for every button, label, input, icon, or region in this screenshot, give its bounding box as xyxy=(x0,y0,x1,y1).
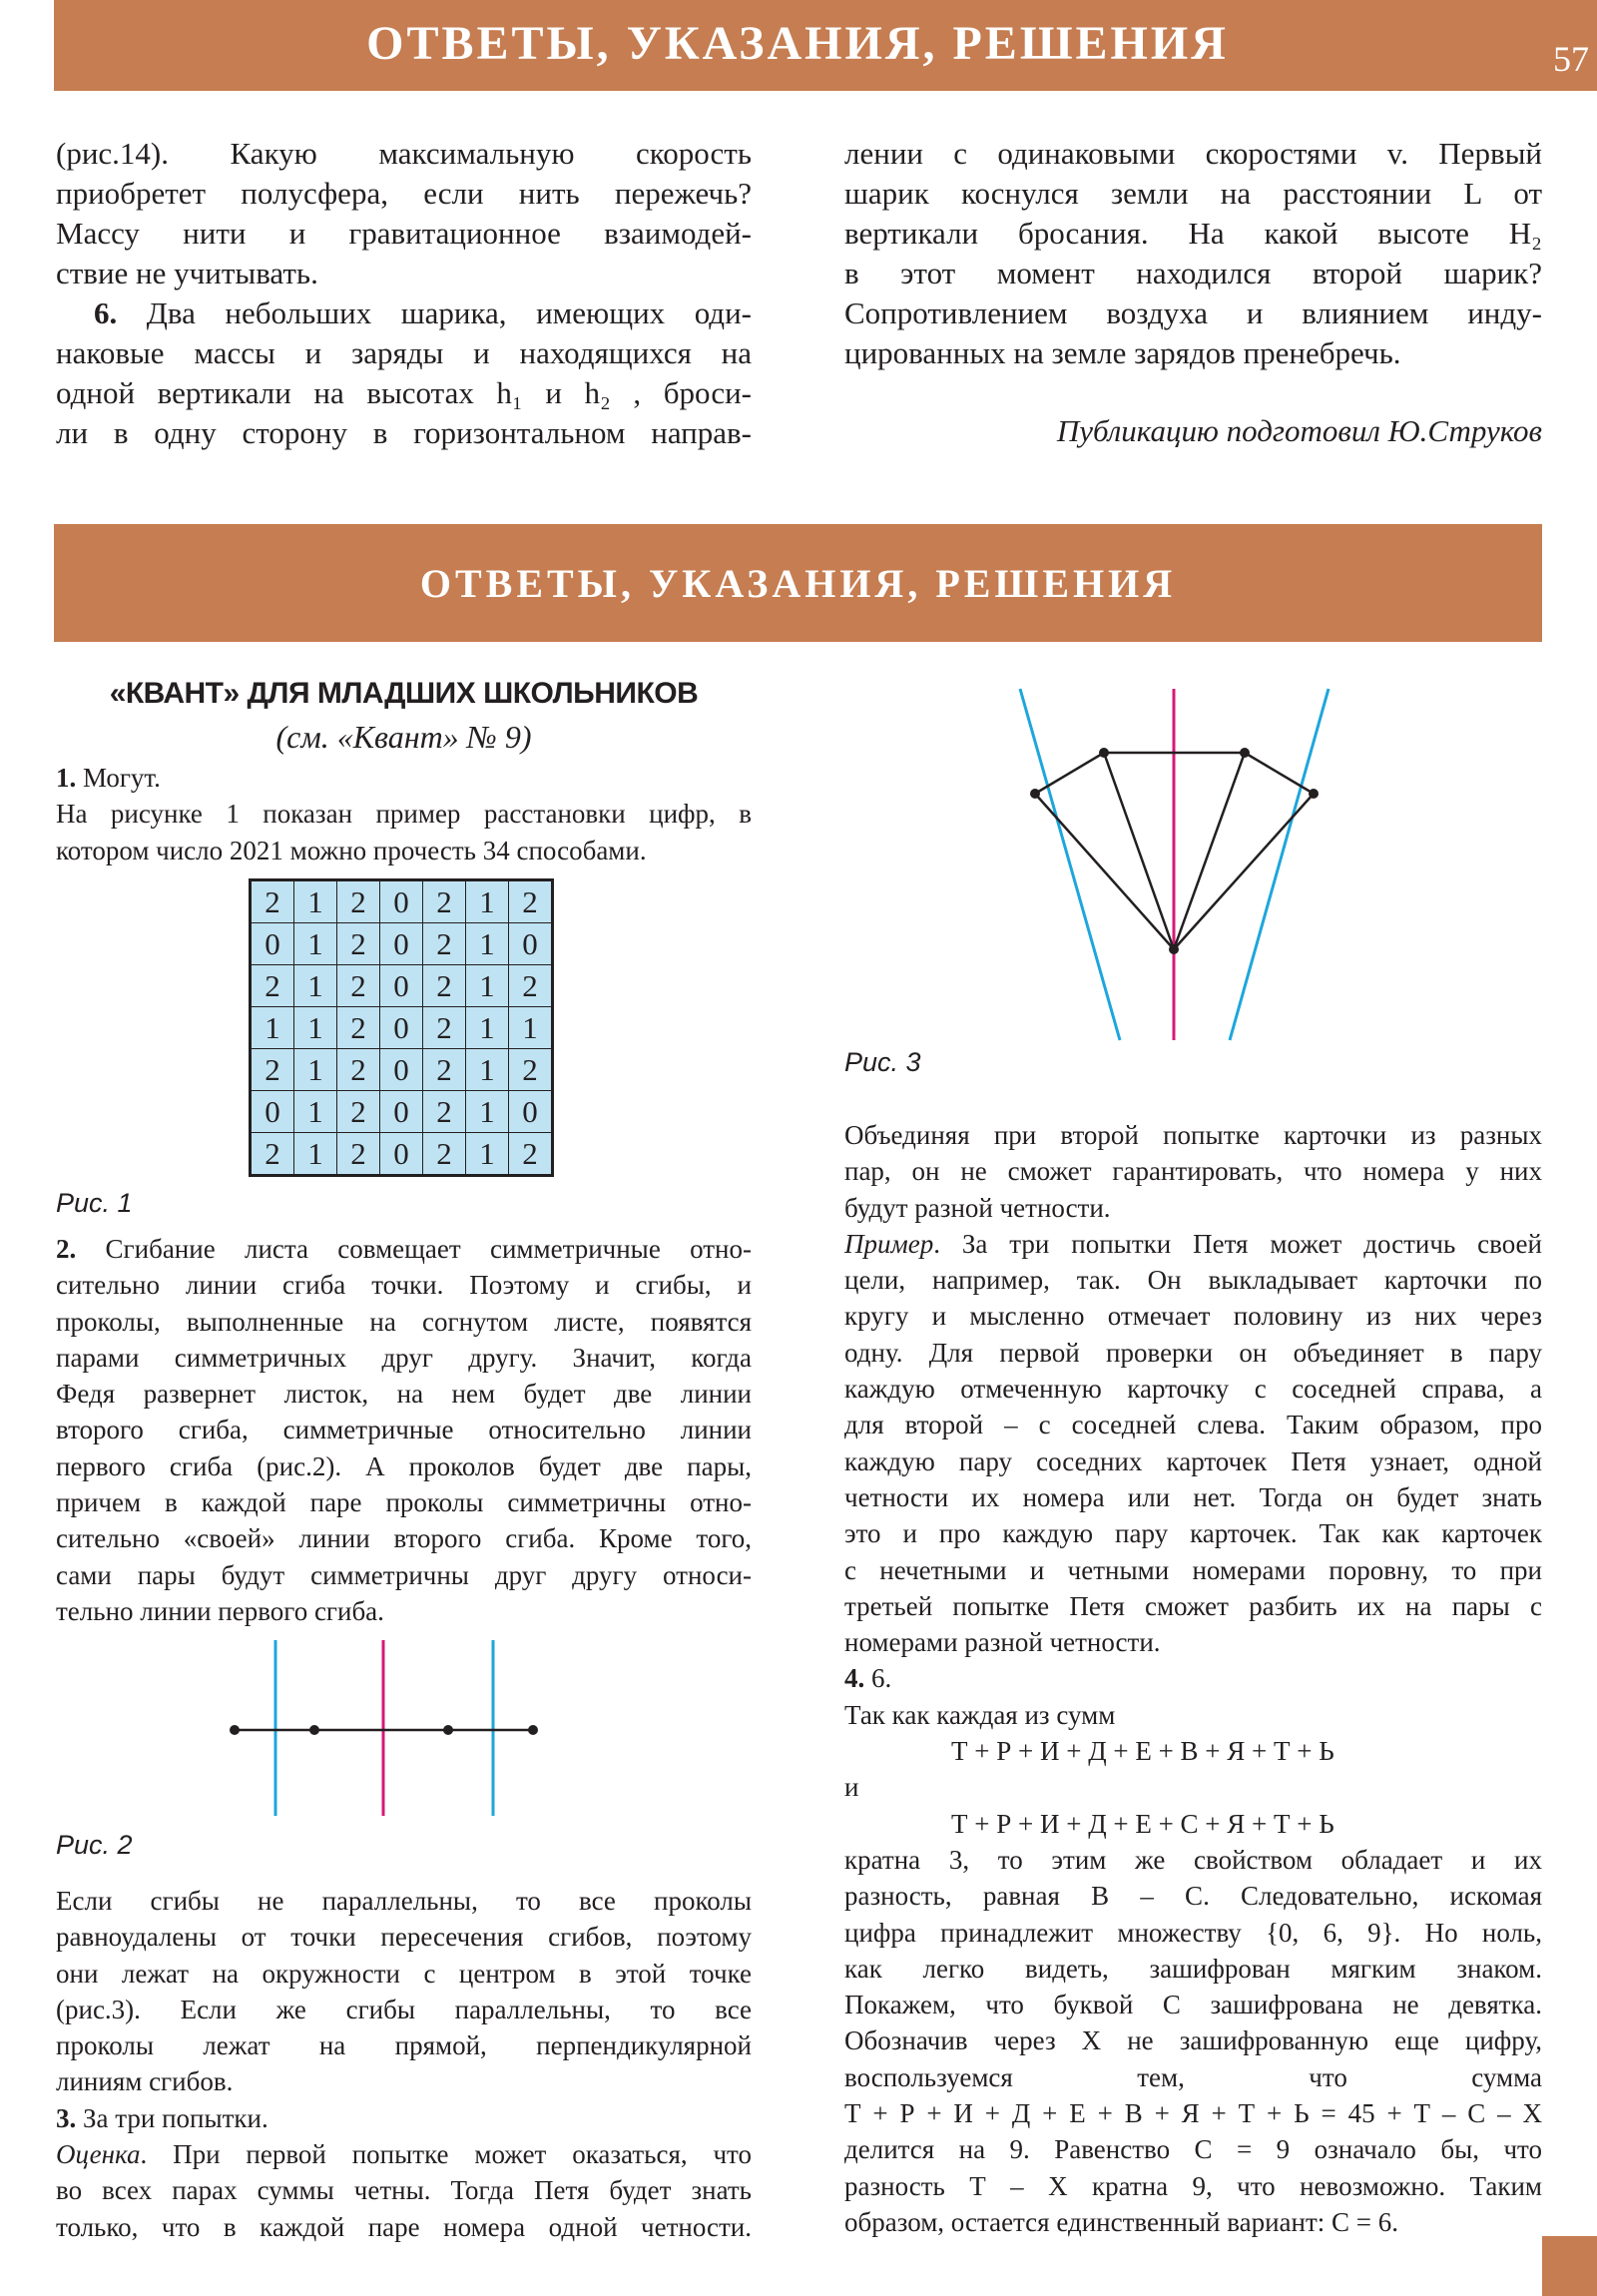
grid-cell: 2 xyxy=(337,1007,380,1049)
text-line xyxy=(844,1117,1542,1153)
text-line xyxy=(844,1733,1542,1769)
grid-cell: 2 xyxy=(337,965,380,1007)
line-text: второго сгиба, симметричные относительно линии xyxy=(56,1415,752,1445)
text-line xyxy=(844,1987,1542,2022)
text-line xyxy=(56,1883,752,1919)
puncture-dot xyxy=(230,1725,240,1735)
grid-cell: 1 xyxy=(466,880,509,923)
line-text: Сопротивлением воздуха и влиянием инду- xyxy=(844,295,1542,330)
grid-cell: 1 xyxy=(294,1049,337,1091)
line-text: Могут. xyxy=(76,763,161,793)
line-text: делится на 9. Равенство С = 9 означало бы, что xyxy=(844,2134,1542,2165)
puncture-dot xyxy=(443,1725,453,1735)
figure-2-caption: Рис. 2 xyxy=(56,1830,133,1860)
line-text: первого сгиба (рис.2). А проколов будет две пары, xyxy=(56,1450,752,1481)
grid-cell: 2 xyxy=(337,1133,380,1176)
line-text: цели, например, так. Он выкладывает карточки по xyxy=(844,1265,1542,1296)
grid-cell: 0 xyxy=(380,923,423,965)
text-line xyxy=(844,2168,1542,2204)
text-line xyxy=(56,1992,752,2027)
line-text: разность Т – Х кратна 9, что невозможно. Таким xyxy=(844,2170,1542,2201)
grid-cell: 2 xyxy=(251,1133,294,1176)
grid-cell: 1 xyxy=(294,965,337,1007)
text-line xyxy=(56,1919,752,1955)
center-dot xyxy=(1169,944,1179,954)
radius-line xyxy=(1174,794,1314,949)
text-line xyxy=(844,2095,1542,2131)
line-text: сами пары будут симметричны друг другу относи- xyxy=(56,1559,752,1590)
line-text: . За три попытки Петя может достичь своей xyxy=(933,1228,1542,1259)
emphasis-label: Оценка xyxy=(56,2139,141,2170)
text-line xyxy=(56,2209,752,2245)
grid-cell: 2 xyxy=(423,880,466,923)
radius-line xyxy=(1174,753,1245,949)
text-line xyxy=(844,1769,1542,1805)
figure-3-caption: Рис. 3 xyxy=(844,1047,921,1077)
line-text: образом, остается единственный вариант: С = 6. xyxy=(844,2206,1398,2237)
text-line xyxy=(844,1697,1542,1733)
line-text: кратна 3, то этим же свойством обладает и их xyxy=(844,1844,1542,1875)
text-line xyxy=(844,1842,1542,1878)
line-text: и xyxy=(844,1772,859,1803)
line-text: Сгибание листа совмещает симметричные отно- xyxy=(76,1234,752,1264)
text-line xyxy=(844,1407,1542,1442)
corner-tab xyxy=(1542,2236,1597,2296)
radius-line xyxy=(1104,753,1174,949)
figure-3 xyxy=(1020,689,1329,1040)
line-text: с нечетными и четными номерами поровну, то при xyxy=(844,1554,1542,1585)
line-text: Массу нити и гравитационное взаимодей- xyxy=(56,216,752,251)
grid-cell: 1 xyxy=(466,923,509,965)
line-text: парами симметричных друг другу. Значит, когда xyxy=(56,1342,752,1373)
puncture-dot xyxy=(309,1725,319,1735)
grid-cell: 0 xyxy=(380,965,423,1007)
answer-2-cont-and-3 xyxy=(56,1883,752,2245)
item-number: 1. xyxy=(56,763,77,793)
line-text: котором число 2021 можно прочесть 34 способами. xyxy=(56,835,647,865)
text-line xyxy=(844,1515,1542,1551)
grid-cell: 0 xyxy=(380,1049,423,1091)
running-title: ОТВЕТЫ, УКАЗАНИЯ, РЕШЕНИЯ xyxy=(366,17,1229,70)
line-text: ли в одну сторону в горизонтальном направ- xyxy=(56,415,752,450)
figure-1-caption: Рис. 1 xyxy=(56,1188,133,1218)
grid-cell: 2 xyxy=(251,880,294,923)
line-text: приобретет полусфера, если нить пережечь? xyxy=(56,176,752,211)
line-text: (рис.14). Какую максимальную скорость xyxy=(56,136,752,171)
line-text: только, что в каждой паре номера одной четности. xyxy=(56,2211,752,2242)
item-number: 6. xyxy=(94,295,118,330)
puncture-dot xyxy=(528,1725,538,1735)
line-text: Обозначив через Х не зашифрованную еще цифру, xyxy=(844,2025,1542,2056)
grid-cell: 2 xyxy=(423,965,466,1007)
grid-cell: 0 xyxy=(251,923,294,965)
puncture-dot xyxy=(1099,748,1109,758)
line-text: Т + Р + И + Д + Е + В + Я + Т + Ь xyxy=(951,1736,1334,1767)
radius-line xyxy=(1035,794,1174,949)
line-text: проколы, выполненные на согнутом листе, появятся xyxy=(56,1306,752,1337)
text-line xyxy=(844,1153,1542,1189)
line-text: во всех парах суммы четны. Тогда Петя будет знать xyxy=(56,2175,752,2206)
line-text: для второй – с соседней слева. Таким образом, про xyxy=(844,1410,1542,1440)
line-text: как легко видеть, зашифрован мягким знаком. xyxy=(844,1953,1542,1984)
grid-cell: 2 xyxy=(423,1133,466,1176)
text-line xyxy=(844,1806,1542,1842)
line-text: одной вертикали на высотах h₁ и h₂ , броси- xyxy=(56,375,752,410)
line-text: будут разной четности. xyxy=(844,1192,1111,1223)
grid-cell: 1 xyxy=(466,965,509,1007)
text-line xyxy=(844,1443,1542,1479)
grid-cell: 1 xyxy=(466,1133,509,1176)
item-number: 4. xyxy=(844,1663,865,1694)
text-line xyxy=(844,2059,1542,2095)
line-text: Т + Р + И + Д + Е + С + Я + Т + Ь xyxy=(951,1808,1334,1839)
line-text: пар, он не сможет гарантировать, что номера у них xyxy=(844,1156,1542,1187)
text-line xyxy=(56,2100,752,2136)
line-text: Если сгибы не параллельны, то все проколы xyxy=(56,1886,752,1916)
line-text: вертикали бросания. На какой высоте H₂ xyxy=(844,216,1542,251)
grid-cell: 1 xyxy=(294,923,337,965)
text-line xyxy=(844,1660,1542,1696)
line-text: третьей попытке Петя сможет разбить их на пары с xyxy=(844,1590,1542,1621)
line-text: кругу и мысленно отмечает половину из них через xyxy=(844,1301,1542,1332)
line-text: За три попытки. xyxy=(76,2102,268,2133)
grid-cell: 1 xyxy=(509,1007,553,1049)
line-text: 6. xyxy=(864,1663,892,1694)
grid-cell: 2 xyxy=(337,1049,380,1091)
line-text: наковые массы и заряды и находящихся на xyxy=(56,335,752,370)
fold-line-blue xyxy=(1230,689,1329,1040)
line-text: проколы лежат на прямой, перпендикулярной xyxy=(56,2030,752,2061)
grid-cell: 1 xyxy=(466,1049,509,1091)
fold-line-blue xyxy=(1020,689,1120,1040)
text-line xyxy=(844,1479,1542,1515)
text-line xyxy=(844,2204,1542,2240)
line-text: разность, равная В – С. Следовательно, искомая xyxy=(844,1881,1542,1912)
section-subheading: (см. «Квант» № 9) xyxy=(275,719,532,755)
grid-cell: 2 xyxy=(337,1091,380,1133)
line-text: Два небольших шарика, имеющих оди- xyxy=(117,295,752,330)
puncture-dot xyxy=(1309,789,1319,799)
line-text: Т + Р + И + Д + Е + В + Я + Т + Ь = 45 + Т – С – Х xyxy=(844,2098,1542,2129)
line-text: равноудалены от точки пересечения сгибов, поэтому xyxy=(56,1922,752,1953)
text-line xyxy=(844,1588,1542,1624)
line-text: одну. Для первой проверки он объединяет в пару xyxy=(844,1337,1542,1368)
line-text: На рисунке 1 показан пример расстановки цифр, в xyxy=(56,799,752,830)
signature: Публикацию подготовил Ю.Струков xyxy=(1056,413,1542,448)
text-line xyxy=(56,2063,752,2099)
puncture-dot xyxy=(1030,789,1040,799)
line-text: (рис.3). Если же сгибы параллельны, то все xyxy=(56,1994,752,2024)
line-text: цированных на земле зарядов пренебречь. xyxy=(844,335,1401,370)
line-text: воспользуемся тем, что сумма xyxy=(844,2061,1542,2092)
line-text: сительно «своей» линии второго сгиба. Кроме того, xyxy=(56,1523,752,1554)
grid-cell: 2 xyxy=(251,965,294,1007)
line-text: лении с одинаковыми скоростями v. Первый xyxy=(844,136,1542,171)
grid-cell: 2 xyxy=(337,880,380,923)
line-text: шарик коснулся земли на расстоянии L от xyxy=(844,176,1542,211)
grid-cell: 1 xyxy=(294,1133,337,1176)
text-line xyxy=(56,1956,752,1992)
grid-cell: 2 xyxy=(337,923,380,965)
text-line xyxy=(844,1371,1542,1407)
grid-cell: 2 xyxy=(251,1049,294,1091)
grid-cell: 1 xyxy=(466,1091,509,1133)
grid-cell: 2 xyxy=(509,1133,553,1176)
grid-cell: 1 xyxy=(294,1007,337,1049)
line-text: Так как каждая из сумм xyxy=(844,1699,1116,1730)
text-line xyxy=(56,2172,752,2208)
line-text: Покажем, что буквой С зашифрована не девятка. xyxy=(844,1990,1542,2020)
line-text: причем в каждой паре проколы симметричны отно- xyxy=(56,1487,752,1518)
line-text: в этот момент находился второй шарик? xyxy=(844,256,1542,290)
text-line xyxy=(844,2022,1542,2058)
line-text: тельно линии первого сгиба. xyxy=(56,1595,384,1626)
page-number: 57 xyxy=(1553,39,1589,79)
line-text: они лежат на окружности с центром в этой точке xyxy=(56,1958,752,1989)
line-text: Федя развернет листок, на нем будет две линии xyxy=(56,1379,752,1410)
line-text: линиям сгибов. xyxy=(56,2066,234,2097)
section-title: ОТВЕТЫ, УКАЗАНИЯ, РЕШЕНИЯ xyxy=(419,560,1177,606)
text-line xyxy=(844,1624,1542,1660)
grid-cell: 2 xyxy=(509,1049,553,1091)
grid-cell: 0 xyxy=(380,1091,423,1133)
text-line xyxy=(844,1190,1542,1226)
text-line xyxy=(844,1951,1542,1987)
answer-3-cont-and-4 xyxy=(844,1117,1542,2240)
grid-cell: 2 xyxy=(509,880,553,923)
section-heading: «КВАНТ» ДЛЯ МЛАДШИХ ШКОЛЬНИКОВ xyxy=(109,677,699,710)
line-text: ствие не учитывать. xyxy=(56,256,318,290)
grid-cell: 0 xyxy=(380,1133,423,1176)
line-text: Объединяя при второй попытке карточки из разных xyxy=(844,1120,1542,1150)
grid-cell: 1 xyxy=(294,880,337,923)
line-text: цифра принадлежит множеству {0, 6, 9}. Но ноль, xyxy=(844,1917,1542,1948)
grid-cell: 0 xyxy=(380,1007,423,1049)
grid-cell: 2 xyxy=(509,965,553,1007)
text-line xyxy=(56,2136,752,2172)
grid-cell: 0 xyxy=(380,880,423,923)
grid-cell: 0 xyxy=(251,1091,294,1133)
grid-cell: 2 xyxy=(423,1049,466,1091)
item-number: 3. xyxy=(56,2102,77,2133)
grid-cell: 1 xyxy=(251,1007,294,1049)
text-line xyxy=(844,2131,1542,2167)
line-text: это и про каждую пару карточек. Так как карточек xyxy=(844,1518,1542,1549)
grid-cell: 2 xyxy=(423,923,466,965)
grid-cell: 2 xyxy=(423,1091,466,1133)
text-line xyxy=(844,1298,1542,1334)
grid-cell: 1 xyxy=(294,1091,337,1133)
line-text: . При первой попытке может оказаться, что xyxy=(140,2139,752,2170)
text-line xyxy=(844,1552,1542,1588)
line-text: каждую пару соседних карточек Петя узнает, одной xyxy=(844,1445,1542,1476)
line-text: каждую отмеченную карточку с соседней справа, а xyxy=(844,1374,1542,1405)
text-line xyxy=(844,1878,1542,1914)
grid-cell: 0 xyxy=(509,1091,553,1133)
grid-cell: 2 xyxy=(423,1007,466,1049)
item-number: 2. xyxy=(56,1234,77,1264)
text-line xyxy=(844,1915,1542,1951)
grid-cell: 1 xyxy=(466,1007,509,1049)
text-line xyxy=(844,1335,1542,1371)
line-text: номерами разной четности. xyxy=(844,1627,1161,1658)
grid-cell: 0 xyxy=(509,923,553,965)
line-text: сительно линии сгиба точки. Поэтому и сгибы, и xyxy=(56,1270,752,1301)
text-line xyxy=(56,2027,752,2063)
puncture-dot xyxy=(1240,748,1250,758)
text-line xyxy=(844,1262,1542,1298)
text-line xyxy=(844,1226,1542,1262)
emphasis-label: Пример xyxy=(844,1228,934,1259)
line-text: четности их номера или нет. Тогда он будет знать xyxy=(844,1481,1542,1512)
